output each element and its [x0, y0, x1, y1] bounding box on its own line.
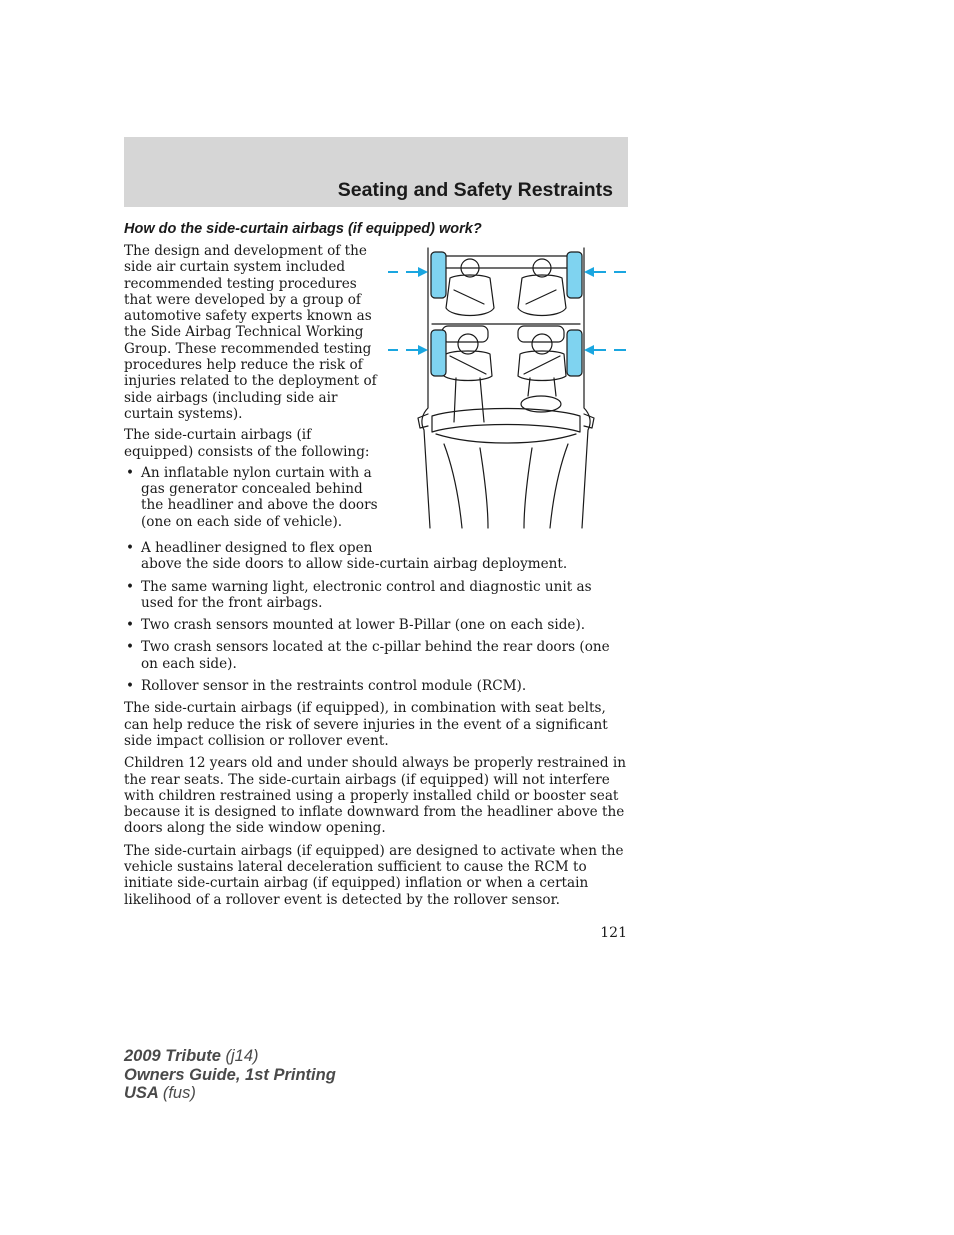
list-item-text: A headliner designed to flex open: [141, 540, 373, 556]
airbag-rear-right: [567, 252, 582, 298]
body-paragraph: Children 12 years old and under should always be properly restrained in the rear seats. The side-curtain airbags (if equipped) will not interfere with children restrained using a properly installed child or booster seat because it is designed to inflate downward from the headliner above the doors along the side window opening.: [124, 755, 627, 837]
intro-paragraph-1: The design and development of the side air curtain system included recommended testing procedures that were developed by a group of automotive safety experts known as the Side Airbag Technical Working Group. These recommended testing procedures help reduce the risk of injuries related to the deployment of side airbags (including side air curtain systems).: [124, 243, 377, 422]
body-paragraph: The side-curtain airbags (if equipped) are designed to activate when the vehicle sustains lateral deceleration sufficient to cause the RCM to initiate side-curtain airbag (if equipped) inflation or when a certain likelihood of a rollover event is detected by the rollover sensor.: [124, 842, 624, 908]
list-item-text: The same warning light, electronic control and diagnostic unit as used for the front airbags.: [141, 578, 592, 611]
body-paragraph: The side-curtain airbags (if equipped), in combination with seat belts, can help reduce the risk of severe injuries in the event of a significant side impact collision or rollover event.: [124, 700, 608, 749]
footer-model-code: (j14): [225, 1047, 259, 1065]
footer-model: 2009 Tribute: [124, 1047, 221, 1065]
subheading: How do the side-curtain airbags (if equipped) work?: [124, 221, 482, 237]
list-item: [124, 540, 628, 573]
airbag-rear-left: [431, 252, 446, 298]
footer-line-2: Owners Guide, 1st Printing: [124, 1065, 336, 1084]
list-item-text: above the side doors to allow side-curtain airbag deployment.: [141, 556, 568, 573]
footer-line-3: [124, 1084, 336, 1103]
page-number: 121: [600, 925, 627, 941]
airbag-front-left: [431, 330, 446, 376]
list-item: [124, 678, 628, 694]
footer-market: USA: [124, 1084, 159, 1102]
list-item: [124, 639, 628, 672]
component-list-top: [124, 465, 382, 530]
vehicle-top-view-airbag-illustration: [384, 246, 628, 532]
section-title: Seating and Safety Restraints: [337, 179, 613, 201]
bullet-glyph: •: [126, 617, 135, 634]
list-item: [124, 579, 628, 612]
bullet-glyph: •: [126, 678, 135, 695]
footer-line-1: [124, 1047, 336, 1066]
footer-market-code: (fus): [162, 1084, 196, 1102]
bullet-glyph: •: [126, 639, 135, 656]
list-item-text: Two crash sensors mounted at lower B-Pillar (one on each side).: [141, 617, 586, 634]
intro-text-column: [124, 243, 382, 536]
bullet-glyph: •: [126, 578, 135, 595]
side-curtain-airbag-illustration: [384, 246, 628, 532]
intro-paragraph-2: The side-curtain airbags (if equipped) consists of the following:: [124, 427, 370, 460]
component-list: [124, 540, 628, 694]
list-item: [124, 617, 628, 633]
list-item-text: Two crash sensors located at the c-pillar behind the rear doors (one on each side).: [141, 639, 610, 672]
main-text: [124, 540, 628, 914]
bullet-glyph: •: [126, 464, 135, 481]
airbag-front-right: [567, 330, 582, 376]
list-item-text: Rollover sensor in the restraints control module (RCM).: [141, 678, 527, 695]
list-item-text: An inflatable nylon curtain with a gas generator concealed behind the headliner and above the doors (one on each side of vehicle).: [141, 464, 378, 530]
list-item: [124, 465, 382, 530]
bullet-glyph: •: [126, 540, 135, 556]
header-band: [124, 137, 628, 207]
footer-imprint: [124, 1047, 336, 1103]
